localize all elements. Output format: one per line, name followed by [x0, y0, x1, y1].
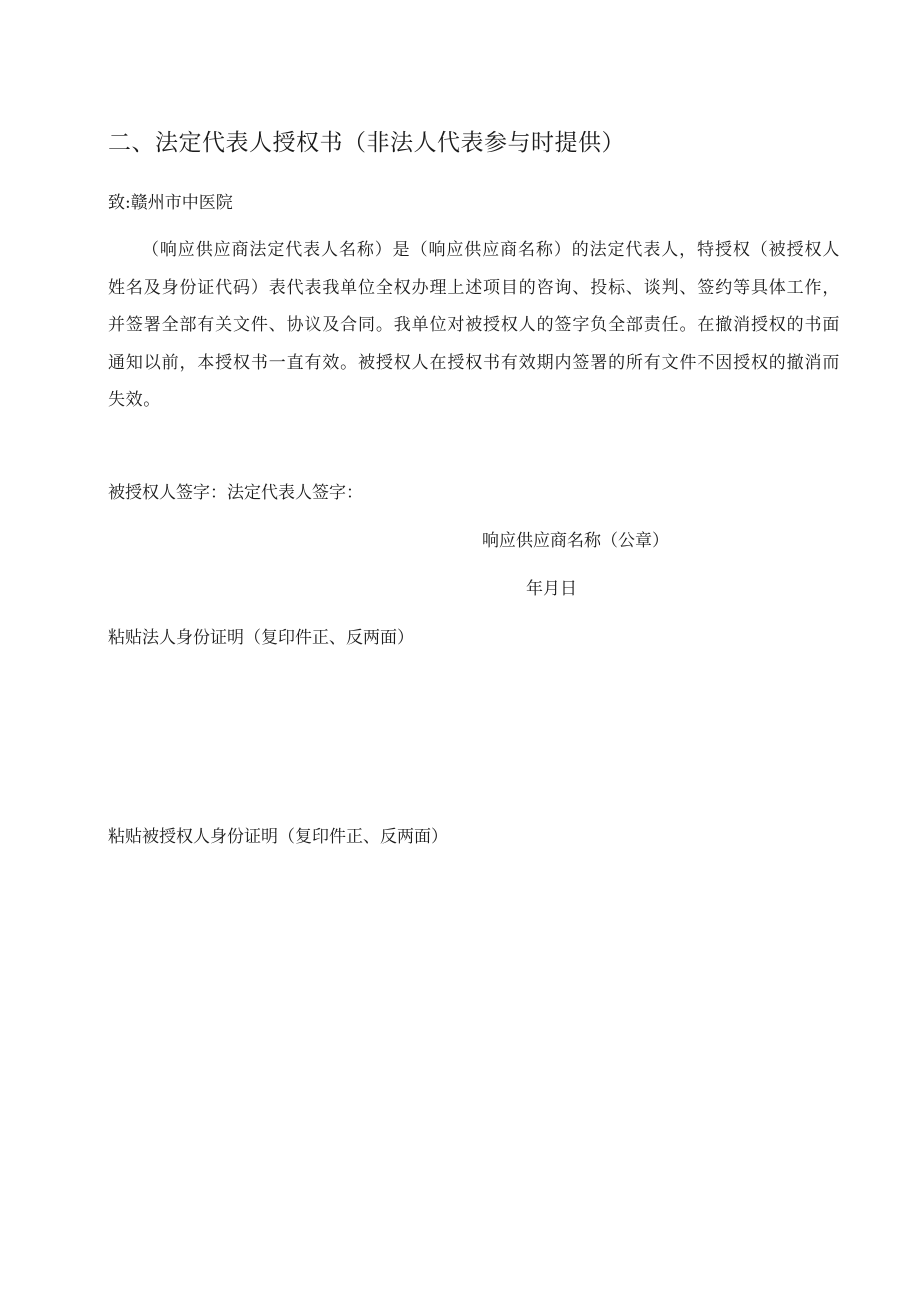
authorization-body: （响应供应商法定代表人名称）是（响应供应商名称）的法定代表人，特授权（被授权人姓名及身份证代码）表代表我单位全权办理上述项目的咨询、投标、谈判、签约等具体工作，并签署全部有关文件、协议及合同。我单位对被授权人的签字负全部责任。在撤消授权的书面通知以前，本授权书一直有效。被授权人在授权书有效期内签署的所有文件不因授权的撤消而失效。 [108, 240, 840, 410]
signature-line: 被授权人签字：法定代表人签字： [108, 483, 363, 503]
paste-authorized-person-id-label: 粘贴被授权人身份证明（复印件正、反两面） [108, 827, 448, 847]
section-heading: 二、法定代表人授权书（非法人代表参与时提供） [108, 130, 625, 156]
date-line: 年月日 [526, 579, 577, 599]
company-seal-line: 响应供应商名称（公章） [482, 531, 669, 551]
addressee-line: 致:赣州市中医院 [108, 193, 233, 213]
paste-legal-rep-id-label: 粘贴法人身份证明（复印件正、反两面） [108, 628, 414, 648]
